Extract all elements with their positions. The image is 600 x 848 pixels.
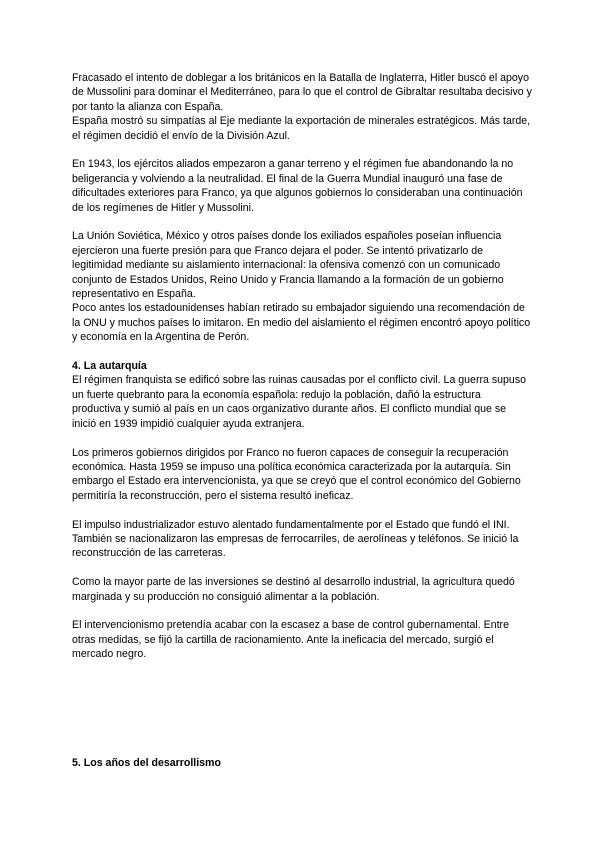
paragraph-spacer [72,345,532,359]
paragraph-agricultura: Como la mayor parte de las inversiones se destinó al desarrollo industrial, la agricultura quedó marginada y su producción no consiguió alimentar a la población. [72,576,515,603]
paragraph-spacer [72,503,532,517]
paragraph-spacer [72,604,532,618]
paragraph-spacer [72,431,532,445]
paragraph-union-sovietica: La Unión Soviética, México y otros países donde los exiliados españoles poseían influencia ejercieron una fuerte presión para que Franco dejara el poder. Se intentó privatizarlo de legitimidad mediante su aislamiento internacional: la ofensiva comenzó con un comunicado conjunto de Estados Unidos, Reino Unido y Francia llamando a la formación de un gobierno representativo en España. [72,230,504,301]
paragraph-primeros-gobiernos: Los primeros gobiernos dirigidos por Franco no fueron capaces de conseguir la recuperación económica. Hasta 1959 se impuso una política económica caracterizada por la autarquía. Sin embargo el Estado era intervencionista, ya que se creyó que el control económico del Gobierno permitiría la reconstrucción, pero el sistema resultó ineficaz. [72,446,521,502]
section-heading-desarrollismo: 5. Los años del desarrollismo [72,756,221,769]
paragraph-1943: En 1943, los ejércitos aliados empezaron a ganar terreno y el régimen fue abandonando la no beligerancia y volviendo a la neutralidad. El final de la Guerra Mundial inauguró una fase de dificultades exteriores para Franco, ya que algunos gobiernos lo consideraban una continuación de los regímenes de Hitler y Mussolini. [72,158,523,214]
paragraph-spacer [72,215,532,229]
paragraph-spacer [72,561,532,575]
section-heading-autarquia: 4. La autarquía [72,360,147,373]
paragraph-intervencionismo: El intervencionismo pretendía acabar con la escasez a base de control gubernamental. Entre otras medidas, se fijó la cartilla de racionamiento. Ante la ineficacia del mercado, surgió el mercado negro. [72,619,509,661]
paragraph-ini: El impulso industrializador estuvo alentado fundamentalmente por el Estado que fundó el INI. También se nacionalizaron las empresas de ferrocarriles, de aerolíneas y teléfonos. Se inició la reconstrucción de las carreteras. [72,518,519,560]
paragraph-spacer [72,143,532,157]
paragraph-ruinas: El régimen franquista se edificó sobre las ruinas causadas por el conflicto civil. La guerra supuso un fuerte quebranto para la economía española: redujo la población, dañó la estructura productiva y sumió al país en un caos organizativo durante años. El conflicto mundial que se inició en 1939 impidió cualquier ayuda extranjera. [72,374,527,430]
paragraph-eje: España mostró su simpatías al Eje mediante la exportación de minerales estratégicos. Más tarde, el régimen decidió el envío de la División Azul. [72,115,531,142]
paragraph-gibraltar: Fracasado el intento de doblegar a los británicos en la Batalla de Inglaterra, Hitler buscó el apoyo de Mussolini para dominar el Mediterráneo, para lo que el control de Gibraltar resultaba decisivo y por tanto la alianza con España. [72,72,532,113]
document-page [72,71,532,662]
paragraph-onu: Poco antes los estadounidenses habían retirado su embajador siguiendo una recomendación de la ONU y muchos países lo imitaron. En medio del aislamiento el régimen encontró apoyo político y economía en la Argentina de Perón. [72,302,531,344]
